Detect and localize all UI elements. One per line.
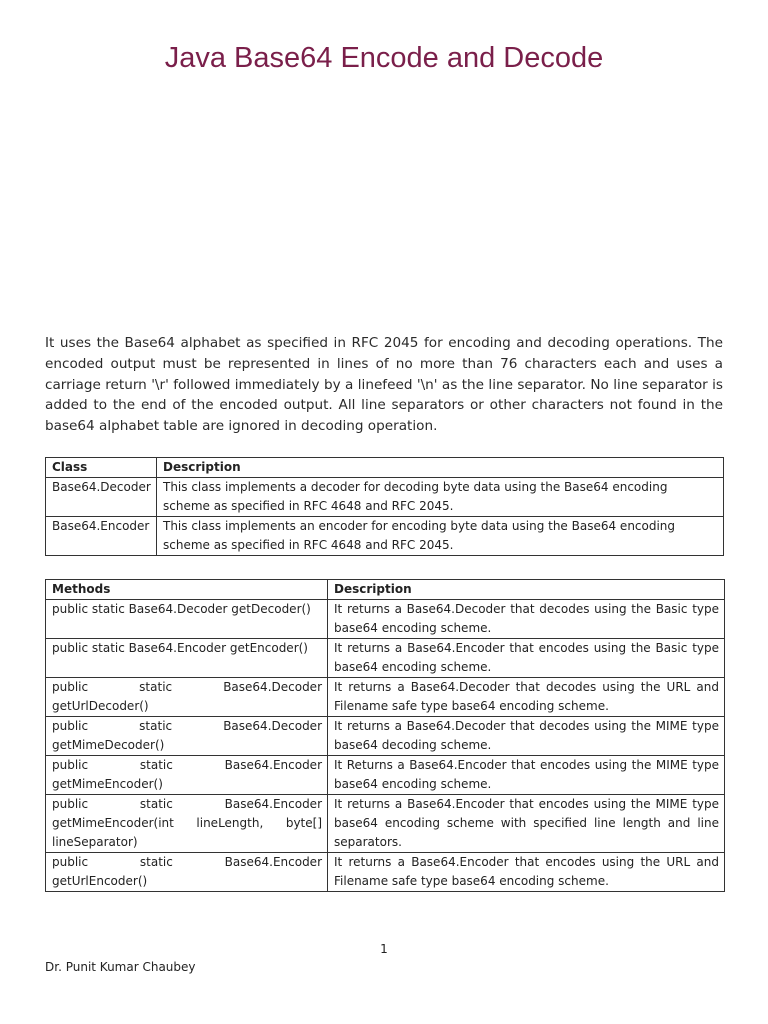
column-header-methods: Methods bbox=[46, 580, 328, 600]
method-signature-cell: public static Base64.Encoder getEncoder() bbox=[46, 639, 328, 678]
method-signature-cell: public static Base64.Encoder getMimeEncoder(int lineLength, byte[] lineSeparator) bbox=[46, 795, 328, 853]
page-title: Java Base64 Encode and Decode bbox=[164, 42, 604, 74]
method-description-cell: It returns a Base64.Decoder that decodes using the Basic type base64 encoding scheme. bbox=[328, 600, 725, 639]
class-description-cell: This class implements a decoder for decoding byte data using the Base64 encoding scheme as specified in RFC 4648 and RFC 2045. bbox=[157, 478, 724, 517]
table-header-row bbox=[46, 580, 725, 600]
method-signature-cell: public static Base64.Encoder getUrlEncoder() bbox=[46, 853, 328, 892]
method-signature-cell: public static Base64.Decoder getMimeDecoder() bbox=[46, 717, 328, 756]
class-table bbox=[45, 457, 724, 556]
table-row bbox=[46, 517, 724, 556]
class-description-cell: This class implements an encoder for encoding byte data using the Base64 encoding scheme as specified in RFC 4648 and RFC 2045. bbox=[157, 517, 724, 556]
table-row bbox=[46, 795, 725, 853]
table-row bbox=[46, 678, 725, 717]
column-header-description: Description bbox=[328, 580, 725, 600]
method-description-cell: It Returns a Base64.Encoder that encodes using the MIME type base64 encoding scheme. bbox=[328, 756, 725, 795]
table-row bbox=[46, 639, 725, 678]
page-number: 1 bbox=[380, 942, 388, 956]
method-description-cell: It returns a Base64.Decoder that decodes using the URL and Filename safe type base64 encoding scheme. bbox=[328, 678, 725, 717]
table-row bbox=[46, 756, 725, 795]
table-header-row bbox=[46, 458, 724, 478]
method-description-cell: It returns a Base64.Encoder that encodes using the Basic type base64 encoding scheme. bbox=[328, 639, 725, 678]
method-signature-cell: public static Base64.Encoder getMimeEncoder() bbox=[46, 756, 328, 795]
table-row bbox=[46, 600, 725, 639]
method-description-cell: It returns a Base64.Encoder that encodes using the URL and Filename safe type base64 encoding scheme. bbox=[328, 853, 725, 892]
table-row bbox=[46, 717, 725, 756]
method-signature-cell: public static Base64.Decoder getUrlDecoder() bbox=[46, 678, 328, 717]
column-header-description: Description bbox=[157, 458, 724, 478]
method-description-cell: It returns a Base64.Encoder that encodes using the MIME type base64 encoding scheme with specified line length and line separators. bbox=[328, 795, 725, 853]
methods-table bbox=[45, 579, 725, 892]
class-name-cell: Base64.Decoder bbox=[46, 478, 157, 517]
table-row bbox=[46, 478, 724, 517]
method-description-cell: It returns a Base64.Decoder that decodes using the MIME type base64 decoding scheme. bbox=[328, 717, 725, 756]
method-signature-cell: public static Base64.Decoder getDecoder() bbox=[46, 600, 328, 639]
column-header-class: Class bbox=[46, 458, 157, 478]
table-row bbox=[46, 853, 725, 892]
footer-author: Dr. Punit Kumar Chaubey bbox=[45, 960, 196, 974]
class-name-cell: Base64.Encoder bbox=[46, 517, 157, 556]
intro-paragraph: It uses the Base64 alphabet as specified in RFC 2045 for encoding and decoding operations. The encoded output must be represented in lines of no more than 76 characters each and uses a carriage return '\r' followed immediately by a linefeed '\n' as the line separator. No line separator is added to the end of the encoded output. All line separators or other characters not found in the base64 alphabet table are ignored in decoding operation. bbox=[45, 335, 723, 435]
